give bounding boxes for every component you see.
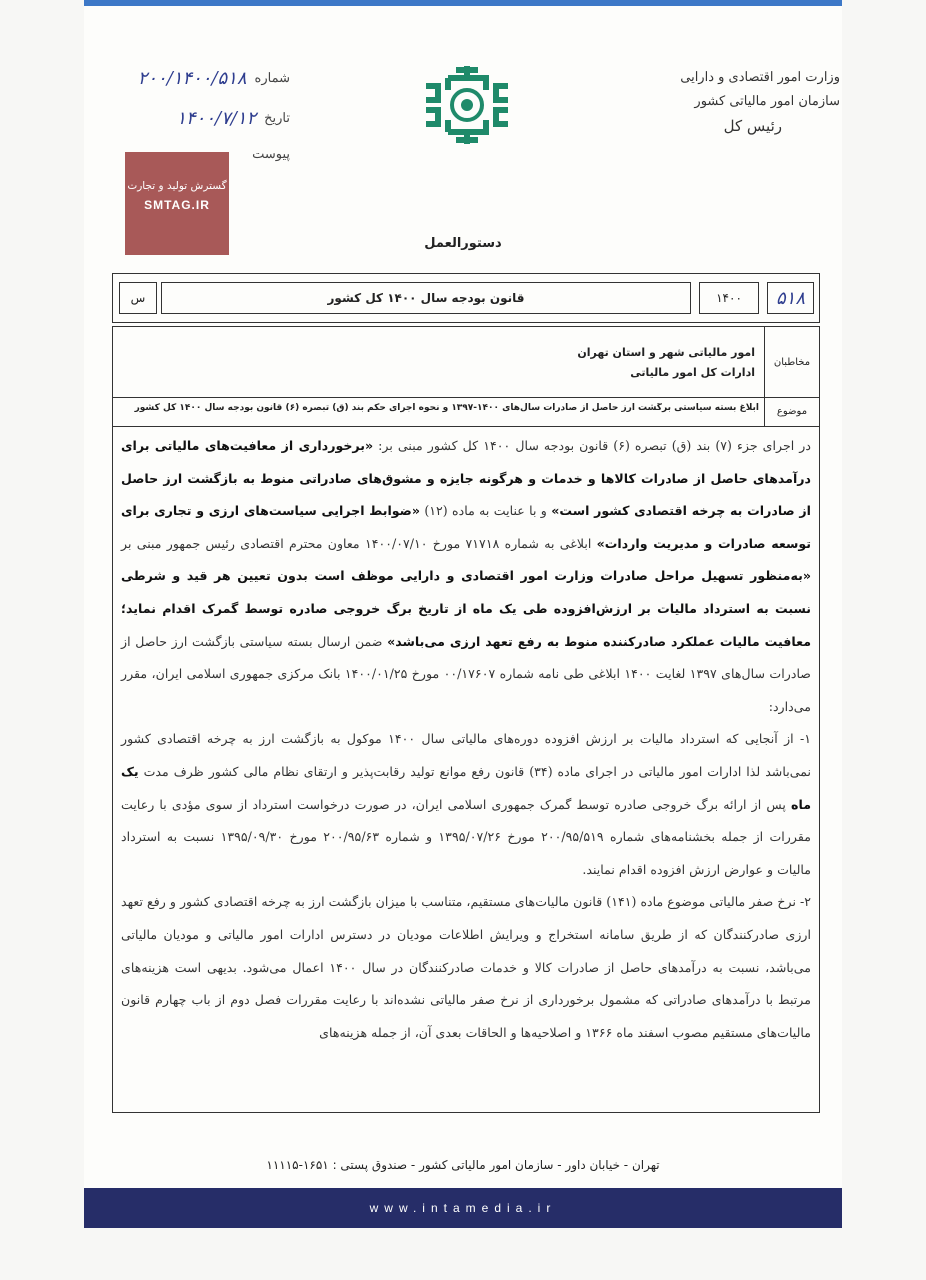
date-label: تاریخ <box>264 110 290 126</box>
body-bold-run: «برخورداری از معافیت‌های مالیاتی برای درآمدهای حاصل از صادرات کالاها و خدمات و هرگونه جایزه و مشوق‌های صادراتی منوط به بازگشت ارز حاصل از صادرات به چرخه اقتصادی کشور است» <box>121 438 811 519</box>
tax-organization-logo-icon <box>418 60 516 150</box>
letter-number: ۲۰۰/۱۴۰۰/۵۱۸ <box>137 67 247 89</box>
ministry-line2: سازمان امور مالیاتی کشور <box>694 94 840 109</box>
footer-address: تهران - خیابان داور - سازمان امور مالیاتی کشور - صندوق پستی : ۱۶۵۱-۱۱۱۱۵ <box>266 1158 660 1172</box>
body-text-run: در اجرای جزء (۷) بند (ق) تبصره (۶) قانون بودجه سال ۱۴۰۰ کل کشور مبنی بر: <box>373 438 811 453</box>
letter-number-row <box>138 64 290 92</box>
body-paragraph-2 <box>121 723 811 886</box>
letter-metadata <box>110 64 290 164</box>
addressees-label: مخاطبان <box>764 327 819 397</box>
body-bold-run: «به‌منظور تسهیل مراحل صادرات وزارت امور اقتصادی و دارایی موظف است بدون تعیین هر قید و شرطی نسبت به استرداد مالیات بر ارزش‌افزوده طی یک ماه از تاریخ برگ خروجی صادره توسط گمرک اقدام نماید؛ معافیت مالیات عملکرد صادرکننده منوط به رفع تعهد ارزی می‌باشد» <box>121 568 811 649</box>
subject-block <box>112 396 820 427</box>
instruction-header-row <box>112 273 820 323</box>
addressee-item: امور مالیاتی شهر و استان تهران <box>577 346 755 359</box>
body-text-run: ۱- از آنجایی که استرداد مالیات بر ارزش افزوده دوره‌های مالیاتی سال ۱۴۰۰ موکول به بازگشت ارز به چرخه اقتصادی کشور نمی‌باشد لذا ادارات امور مالیاتی در اجرای ماده (۳۴) قانون رفع موانع تولید رقابت‌پذیر و ارتقای نظام مالی کشور ظرف مدت <box>121 731 811 779</box>
body-text-run: ضمن ارسال بسته سیاستی بازگشت ارز حاصل از صادرات سال‌های ۱۳۹۷ لغایت ۱۴۰۰ ابلاغی طی نامه شماره ۰۰/۱۷۶۰۷ مورخ ۱۴۰۰/۰۱/۲۵ بانک مرکزی جمهوری اسلامی ایران، مقرر می‌دارد: <box>121 633 811 714</box>
body-text-run: ابلاغی به شماره ۷۱۷۱۸ مورخ ۱۴۰۰/۰۷/۱۰ معاون محترم اقتصادی رئیس جمهور مبنی بر <box>121 535 597 551</box>
ministry-header <box>660 66 840 138</box>
ministry-line1: وزارت امور اقتصادی و دارایی <box>680 70 840 85</box>
body-text-run: پس از ارائه برگ خروجی صادره توسط گمرک جمهوری اسلامی ایران، در صورت درخواست استرداد از سوی مؤدی با رعایت مقررات از جمله بخشنامه‌های شماره ۲۰۰/۹۵/۵۱۹ مورخ ۱۳۹۵/۰۷/۲۶ و شماره ۲۰۰/۹۵/۶۳ مورخ ۱۳۹۵/۰۹/۳۰ نسبت به استرداد مالیات و عوارض ارزش افزوده اقدام نمایند. <box>121 796 811 877</box>
subject-label: موضوع <box>764 396 819 426</box>
body-paragraph-3: ۲- نرخ صفر مالیاتی موضوع ماده (۱۴۱) قانون مالیات‌های مستقیم، متناسب با میزان بازگشت ارز به چرخه اقتصادی کشور و رفع تعهد ارزی صادرکنندگان که از طریق سامانه استخراج و ویرایش اطلاعات مودیان در دسترس ادارات امور مالیاتی و مودیان مالیاتی می‌باشد، نسبت به درآمدهای حاصل از صادرات کالا و خدمات صادرکنندگان در سال ۱۴۰۰ اعمال می‌شود. بدیهی است هزینه‌های مرتبط با درآمدهای صادراتی که مشمول برخورداری از نرخ صفر مالیاتی نشده‌اند با رعایت مقررات فصل دوم از باب چهارم قانون مالیات‌های مستقیم مصوب اسفند ماه ۱۳۶۶ و اصلاحیه‌ها و الحاقات بعدی آن، از جمله هزینه‌های <box>121 894 811 1040</box>
body-bold-run: «ضوابط اجرایی سیاست‌های ارزی و تجاری برای توسعه صادرات و مدیریت واردات» <box>121 503 811 551</box>
letter-date-row <box>176 104 290 132</box>
addressee-item: ادارات کل امور مالیاتی <box>630 366 755 379</box>
instruction-code: ۵۱۸ <box>767 282 814 314</box>
body-paragraph-1 <box>121 430 811 723</box>
letter-date: ۱۴۰۰/۷/۱۲ <box>176 107 257 129</box>
body-text <box>121 430 811 1049</box>
body-bold-run: یک ماه <box>121 763 811 812</box>
ministry-line3: رئیس کل <box>723 117 782 135</box>
watermark-line1: گسترش تولید و تجارت <box>127 180 227 192</box>
addressees-block <box>112 326 820 398</box>
body-text-run: و با عنایت به ماده (۱۲) <box>419 503 552 519</box>
law-title: قانون بودجه سال ۱۴۰۰ کل کشور <box>161 282 691 314</box>
subject-text: ابلاغ بسته سیاستی برگشت ارز حاصل از صادرات سال‌های ۱۴۰۰-۱۳۹۷ و نحوه اجرای حکم بند (ق) تبصره (۶) قانون بودجه سال ۱۴۰۰ کل کشور <box>134 403 759 413</box>
attachment-row <box>252 140 290 168</box>
attachment-label: پیوست <box>252 146 290 162</box>
footer-website: www.intamedia.ir <box>84 1188 842 1228</box>
watermark-line2: SMTAG.IR <box>144 198 210 212</box>
body-block <box>112 426 820 1113</box>
addressees-list <box>577 343 755 383</box>
document-title: دستورالعمل <box>424 236 502 251</box>
instruction-year: ۱۴۰۰ <box>699 282 759 314</box>
series-code: س <box>119 282 157 314</box>
number-label: شماره <box>254 70 290 86</box>
